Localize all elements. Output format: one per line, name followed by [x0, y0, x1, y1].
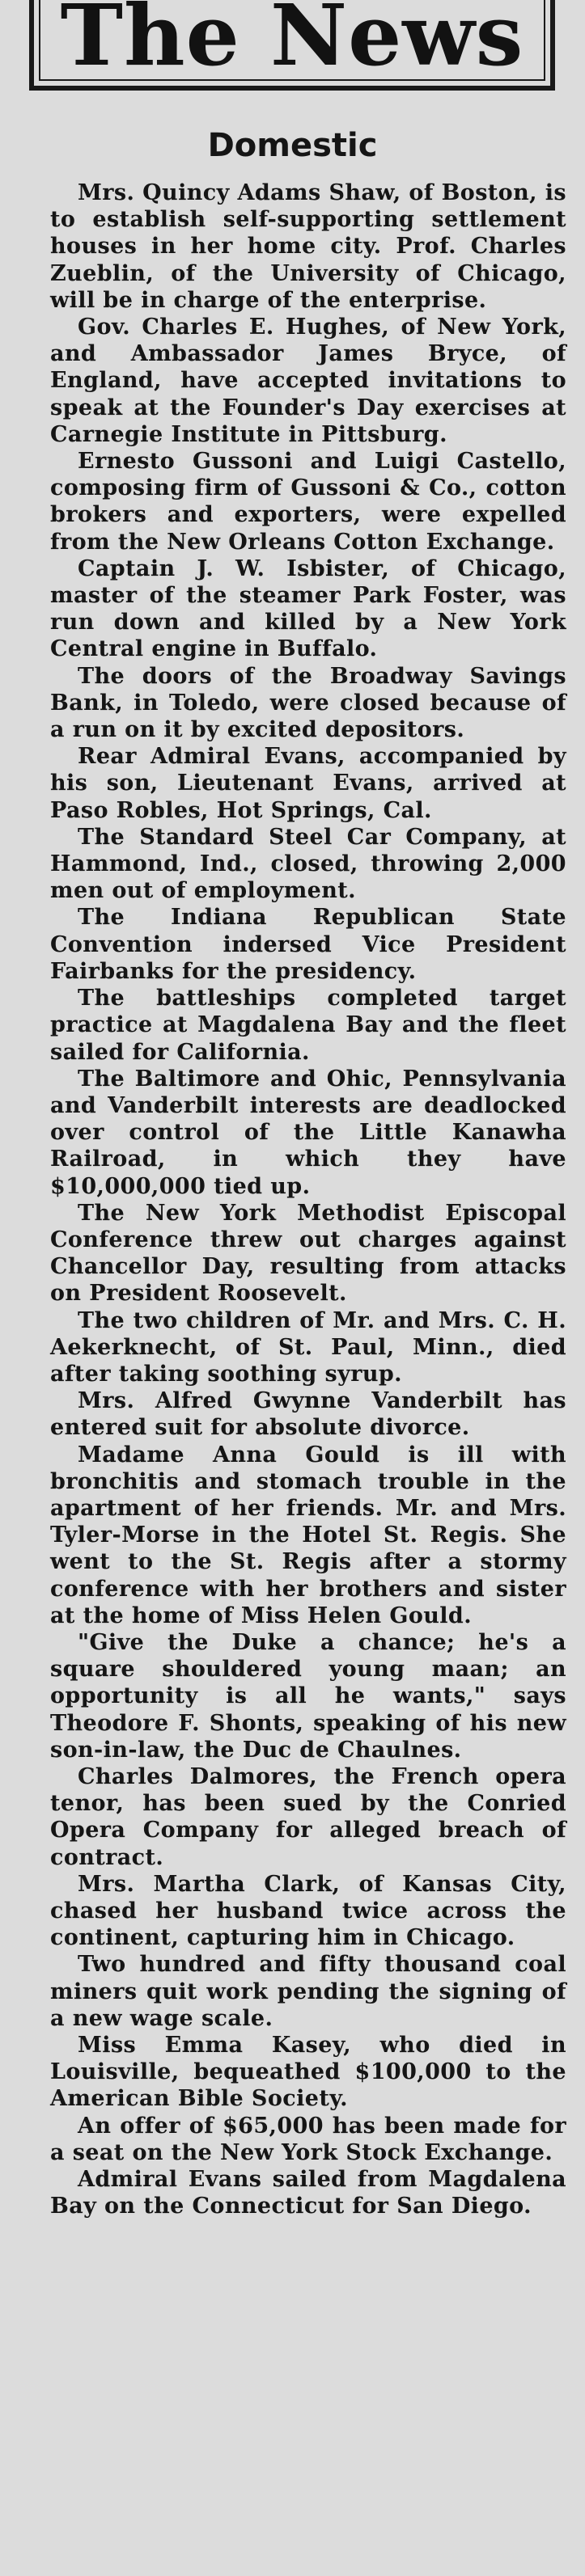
news-item: Two hundred and fifty thousand coal miners quit work pending the signing of a new wage scale. — [50, 1952, 566, 2031]
news-item: Charles Dalmores, the French opera tenor, has been sued by the Conried Opera Company for alleged breach of contract. — [50, 1763, 566, 1870]
news-item: Miss Emma Kasey, who died in Louisville, bequeathed $100,000 to the American Bible Society. — [50, 2033, 566, 2112]
news-item: The doors of the Broadway Savings Bank, in Toledo, were closed because of a run on it by excited depositors. — [50, 663, 566, 743]
news-column — [50, 179, 566, 2219]
news-item: The New York Methodist Episcopal Conference threw out charges against Chancellor Day, resulting from attacks on President Roosevelt. — [50, 1200, 566, 1307]
news-item: The Indiana Republican State Convention indersed Vice President Fairbanks for the presidency. — [50, 905, 566, 984]
masthead-title: The News — [60, 0, 524, 85]
news-item: An offer of $65,000 has been made for a seat on the New York Stock Exchange. — [50, 2113, 566, 2165]
news-item: Mrs. Alfred Gwynne Vanderbilt has entered suit for absolute divorce. — [50, 1388, 566, 1441]
news-item: The Standard Steel Car Company, at Hammond, Ind., closed, throwing 2,000 men out of employment. — [50, 824, 566, 904]
news-item: The two children of Mr. and Mrs. C. H. Aekerknecht, of St. Paul, Minn., died after taking soothing syrup. — [50, 1307, 566, 1387]
news-item: The Baltimore and Ohic, Pennsylvania and Vanderbilt interests are deadlocked over control of the Little Kanawha Railroad, in which they have $10,000,000 tied up. — [50, 1066, 566, 1199]
news-item: Mrs. Quincy Adams Shaw, of Boston, is to establish self-supporting settlement houses in her home city. Prof. Charles Zueblin, of the University of Chicago, will be in charge of the enterprise. — [50, 180, 566, 313]
news-item: Rear Admiral Evans, accompanied by his son, Lieutenant Evans, arrived at Paso Robles, Hot Springs, Cal. — [50, 744, 566, 823]
news-item: Gov. Charles E. Hughes, of New York, and Ambassador James Bryce, of England, have accepted invitations to speak at the Founder's Day exercises at Carnegie Institute in Pittsburg. — [50, 315, 566, 447]
news-item: Captain J. W. Isbister, of Chicago, master of the steamer Park Foster, was run down and killed by a New York Central engine in Buffalo. — [50, 555, 566, 662]
news-item: "Give the Duke a chance; he's a square shouldered young maan; an opportunity is all he wants," says Theodore F. Shonts, speaking of his new son-in-law, the Duc de Chaulnes. — [50, 1629, 566, 1763]
news-item: Ernesto Gussoni and Luigi Castello, composing firm of Gussoni & Co., cotton brokers and exporters, were expelled from the New Orleans Cotton Exchange. — [50, 449, 566, 555]
news-item: Madame Anna Gould is ill with bronchitis and stomach trouble in the apartment of her friends. Mr. and Mrs. Tyler-Morse in the Hotel St. Regis. She went to the St. Regis after a stormy conference with her brothers and sister at the home of Miss Helen Gould. — [50, 1442, 566, 1628]
masthead-box — [29, 0, 555, 91]
section-heading: Domestic — [207, 127, 378, 164]
news-item: Admiral Evans sailed from Magdalena Bay on the Connecticut for San Diego. — [50, 2167, 566, 2219]
news-item: The battleships completed target practice at Magdalena Bay and the fleet sailed for California. — [50, 986, 566, 1065]
news-item: Mrs. Martha Clark, of Kansas City, chased her husband twice across the continent, capturing him in Chicago. — [50, 1871, 566, 1951]
